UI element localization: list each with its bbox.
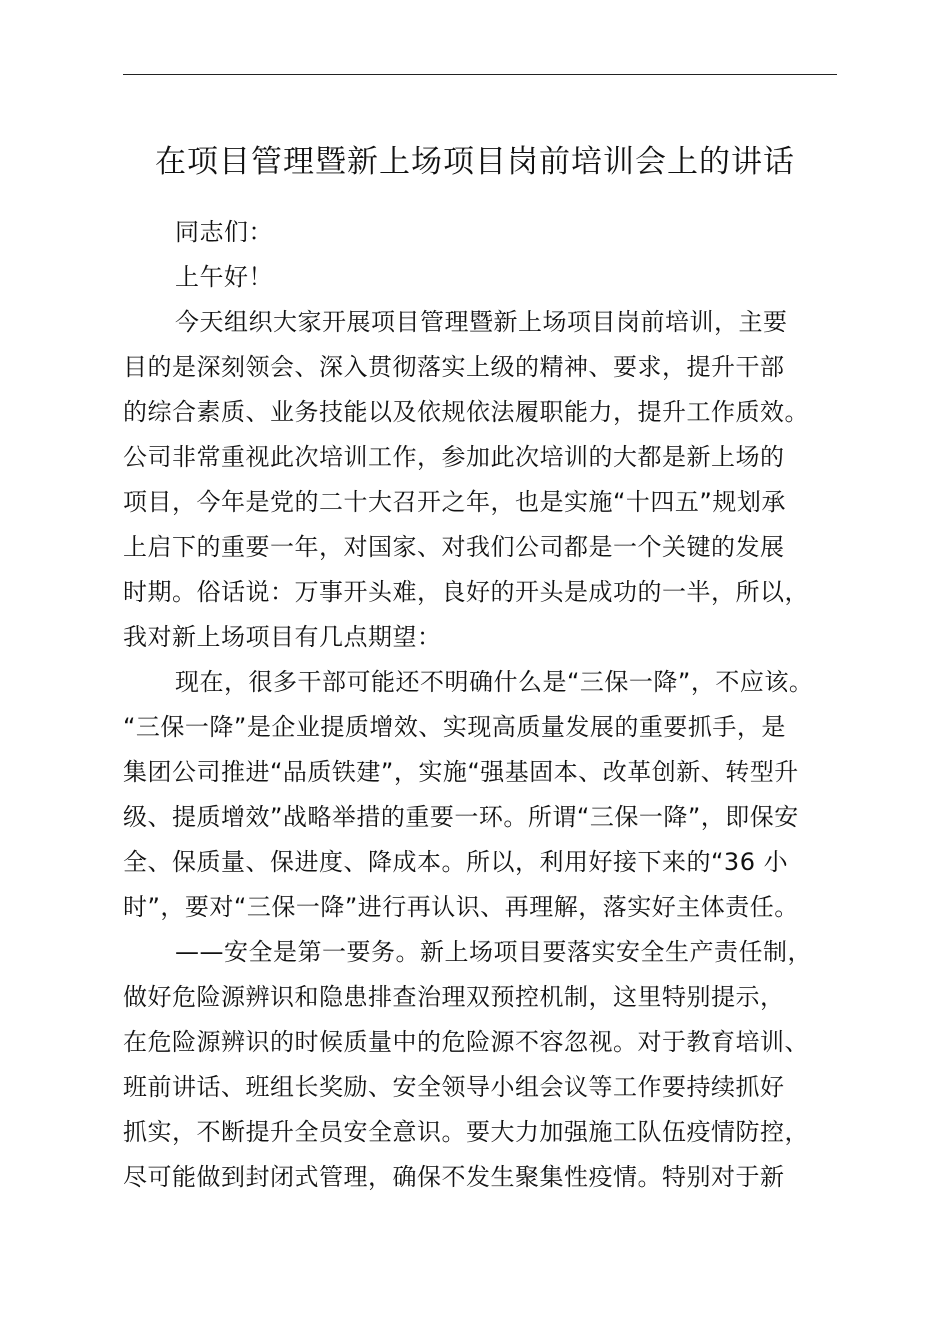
body-text-line: 上启下的重要一年，对国家、对我们公司都是一个关键的发展 xyxy=(123,533,785,561)
body-text-line: 时期。俗话说：万事开头难，良好的开头是成功的一半，所以， xyxy=(123,578,809,606)
body-text-line: 项目，今年是党的二十大召开之年，也是实施“十四五”规划承 xyxy=(123,488,786,516)
body-text-line: 在危险源辨识的时候质量中的危险源不容忽视。对于教育培训、 xyxy=(123,1028,809,1056)
body-text-line: 做好危险源辨识和隐患排查治理双预控机制，这里特别提示， xyxy=(123,983,785,1011)
body-text-line: 抓实，不断提升全员安全意识。要大力加强施工队伍疫情防控， xyxy=(123,1118,809,1146)
body-text-line: 的综合素质、业务技能以及依规依法履职能力，提升工作质效。 xyxy=(123,398,809,426)
greeting-line: 同志们： xyxy=(175,218,273,246)
header-rule xyxy=(123,74,837,75)
body-text-line: 时”，要对“三保一降”进行再认识、再理解，落实好主体责任。 xyxy=(123,893,799,921)
document-title: 在项目管理暨新上场项目岗前培训会上的讲话 xyxy=(155,144,795,180)
body-text-line: 全、保质量、保进度、降成本。所以，利用好接下来的“36 小 xyxy=(123,848,789,876)
body-text-line: 今天组织大家开展项目管理暨新上场项目岗前培训，主要 xyxy=(175,308,788,336)
body-text-line: 我对新上场项目有几点期望： xyxy=(123,623,442,651)
body-text-line: 现在，很多干部可能还不明确什么是“三保一降”，不应该。 xyxy=(175,668,814,696)
body-text-line: 班前讲话、班组长奖励、安全领导小组会议等工作要持续抓好 xyxy=(123,1073,785,1101)
body-text-line: 级、提质增效”战略举措的重要一环。所谓“三保一降”，即保安 xyxy=(123,803,799,831)
body-text-line: 目的是深刻领会、深入贯彻落实上级的精神、要求，提升干部 xyxy=(123,353,785,381)
body-text-line: 尽可能做到封闭式管理，确保不发生聚集性疫情。特别对于新 xyxy=(123,1163,785,1191)
body-text-line: 公司非常重视此次培训工作，参加此次培训的大都是新上场的 xyxy=(123,443,785,471)
greeting-line: 上午好！ xyxy=(175,263,273,291)
body-text-line: 集团公司推进“品质铁建”，实施“强基固本、改革创新、转型升 xyxy=(123,758,799,786)
body-text-line: ——安全是第一要务。新上场项目要落实安全生产责任制， xyxy=(175,938,812,966)
body-text-line: “三保一降”是企业提质增效、实现高质量发展的重要抓手，是 xyxy=(123,713,786,741)
